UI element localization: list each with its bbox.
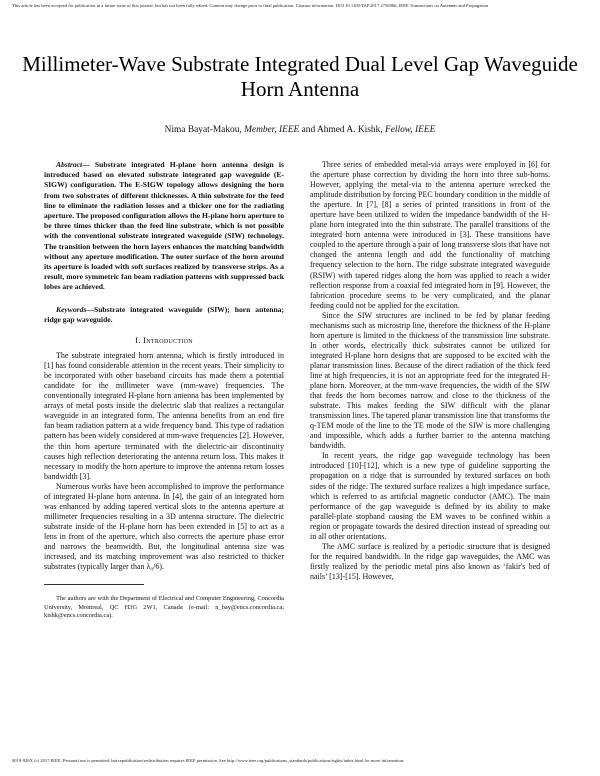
header-notice: This article has been accepted for publication in a future issue of this journal, but has not been fully edited. Content may change prior to final publication. Citation information: DOI 10.1109/TAP.2017.2756966, IEEE Transactions on Antennas and Propagation <box>12 3 489 8</box>
keywords-label: Keywords <box>56 304 87 314</box>
body-paragraph: Since the SIW structures are inclined to be fed by planar feeding mechanisms such as microstrip line, therefore the thickness of the H-plane horn aperture is limited to the thickness of the transmission line substrate. In other words, electrically thick substrates cannot be utilized for integrated H-plane horn designs that are supposed to be excited with the planar transmission lines. Because of the direct radiation of the thick feed line at high frequencies, it is not an appropriate feed for the integrated H-plane horn. Moreover, at the mm-wave frequencies, the width of the SIW that feeds the horn becomes narrow and close to the thickness of the substrate. This makes feeding the SIW difficult with the planar transmission lines. The tapered planar transmission line that transforms the q-TEM mode of the line to the TE mode of the SIW is more challenging and impossible, which adds a further barrier to the antenna matching bandwidth. <box>310 310 550 451</box>
author-line <box>0 125 600 135</box>
body-paragraph: Numerous works have been accomplished to improve the performance of integrated H-plane horn antenna. In [4], the gain of an integrated horn was enhanced by adding tapered vertical slots to the antenna aperture at millimeter frequencies resulting in a 3D antenna structure. The dielectric substrate inside of the H-plane horn has been extended in [5] to act as a lens in front of the aperture, which also corrects the aperture phase error and narrows the beamwidth. But, the longitudinal antenna size was increased, and its matching improvement was also restricted to thicker substrates (typically larger than λ₀/6). <box>44 481 284 572</box>
author-affiliation-footnote: The authors are with the Department of Electrical and Computer Engineering, Concordia University, Montreal, QC H3G 2W1, Canada (e-mail: n_bay@encs.concordia.ca; kishk@encs.concordia.ca). <box>44 595 284 619</box>
section-title: Introduction <box>143 335 193 346</box>
author-1: Nima Bayat-Makou, <box>164 125 245 135</box>
footer-notice: 0018-926X (c) 2017 IEEE. Personal use is permitted, but republication/redistribution requires IEEE permission. See http://www.ieee.org/publications_standards/publications/rights/index.html for more information. <box>12 758 405 763</box>
abstract-label: Abstract <box>56 160 83 169</box>
section-heading <box>44 335 284 345</box>
abstract <box>44 160 284 293</box>
footnote-divider <box>44 584 144 585</box>
body-paragraph: The AMC surface is realized by a periodic structure that is designed for the required bandwidth. In the ridge gap waveguides, the AMC was firstly realized by the periodic metal pins also known as ‘fakir's bed of nails’ [13]-[15]. However, <box>310 541 550 581</box>
body-paragraph: Three series of embedded metal-via arrays were employed in [6] for the aperture phase correction by dividing the horn into three sub-horns. However, applying the metal-via to the antenna aperture wrecked the amplitude distribution by forcing PEC boundary condition in the middle of the aperture. In [7], [8] a series of printed transitions in front of the aperture have been utilized to widen the impedance bandwidth of the H-plane horn integrated into the thin substrate. The parallel transitions of the integrated horn antenna were introduced in [3]. These transitions have coupled to the aperture through a pair of long transverse slots that have not changed the antenna length and add the functionality of matching frequency selection to the horn. The ridge substrate integrated waveguide (RSIW) with tapered ridges along the horn was applied to reach a wider reflection response from a coaxial fed integrated horn in [9]. However, the fabrication procedure seems to be very complicated, and the planar feeding could not be applied for the excitation. <box>310 160 550 310</box>
section-numeral: I. <box>135 335 141 346</box>
author-1-role: Member, IEEE <box>244 125 300 135</box>
body-paragraph: The substrate integrated horn antenna, which is firstly introduced in [1] has found considerable attention in the recent years. Their simplicity to be incorporated with other baseband circuits has made them a potential candidate for the millimeter wave (mm-wave) frequencies. The conventionally integrated H-plane horn antenna has been implemented by arrays of metal posts inside the dielectric slab that realizes a rectangular waveguide in an integrated form. The antenna benefits from an end fire fan beam radiation pattern at a wide frequency band. This type of radiation pattern has been widely considered at mm-wave frequencies [2]. However, the thin horn aperture terminated with the dielectric-air discontinuity causes high reflection deteriorating the antenna return loss. This makes it necessary to modify the horn aperture to improve the antenna return losses bandwidth [3]. <box>44 351 284 481</box>
paper-title: Millimeter-Wave Substrate Integrated Dual Level Gap Waveguide Horn Antenna <box>22 52 578 101</box>
keywords <box>44 305 284 325</box>
right-column <box>310 160 550 582</box>
keywords-text: —Substrate integrated waveguide (SIW); horn antenna; ridge gap waveguide. <box>44 304 284 324</box>
author-2: and Ahmed A. Kishk, <box>299 125 385 135</box>
body-paragraph: In recent years, the ridge gap waveguide technology has been introduced [10]-[12], which is a new type of guideline supporting the propagation on a ridge that is surrounded by textured surfaces on both sides of the ridge. The textured surface realizes a high impedance surface, which is referred to as artificial magnetic conductor (AMC). The main performance of the gap waveguide is defined by its ability to make parallel-plate stopband causing the EM waves to be confined within a region or propagate towards the desired direction instead of spreading out in all other orientations. <box>310 451 550 541</box>
left-column <box>44 160 284 620</box>
author-2-role: Fellow, IEEE <box>384 125 436 135</box>
abstract-text: — Substrate integrated H-plane horn antenna design is introduced based on elevated substrate integrated gap waveguide (E-SIGW) configuration. The E-SIGW topology allows designing the horn from two substrates of different thicknesses. A thin substrate for the feed line to eliminate the radiation losses and a thicker one for the radiating aperture. The proposed configuration allows the H-plane horn aperture to be three times thicker than the feed line substrate, which is not possible with the conventional substrate integrated waveguide (SIW) technology. The transition between the horn layers enhances the matching bandwidth without any aperture modification. The outer surface of the horn around its aperture is loaded with soft surfaces realized by transverse strips. As a result, more symmetric fan beam radiation patterns with suppressed back lobes are achieved. <box>44 160 284 292</box>
